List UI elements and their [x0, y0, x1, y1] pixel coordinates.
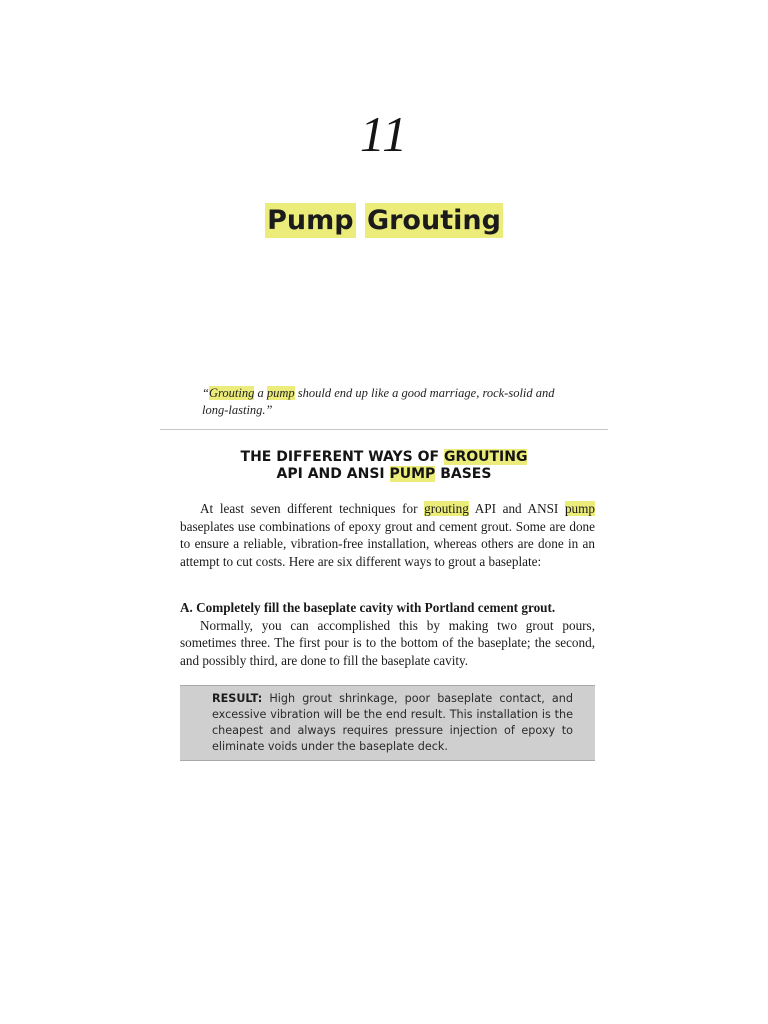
section-heading	[0, 449, 768, 483]
intro-text-b: API and ANSI	[468, 501, 565, 516]
section-heading-line-2	[0, 466, 768, 483]
section-heading-line-2-prefix: API AND ANSI	[276, 466, 390, 482]
chapter-title-word-pump: Pump	[267, 205, 354, 236]
epigraph-highlight-pump: pump	[266, 386, 295, 400]
result-text	[212, 691, 573, 755]
result-body: High grout shrinkage, poor baseplate contact, and excessive vibration will be the end result. This installation is the cheapest and always requires pressure injection of epoxy to eliminate voids under the baseplate deck.	[212, 692, 573, 753]
epigraph-highlight-grouting: Grouting	[208, 386, 255, 400]
item-a	[180, 599, 595, 669]
section-divider	[160, 429, 608, 430]
section-heading-highlight-grouting: GROUTING	[443, 449, 528, 465]
section-heading-line-1-prefix: THE DIFFERENT WAYS OF	[240, 449, 444, 465]
intro-highlight-grouting: grouting	[424, 501, 469, 516]
chapter-number: 11	[359, 106, 409, 162]
result-callout-box	[180, 685, 595, 761]
section-heading-highlight-pump: PUMP	[389, 466, 436, 482]
epigraph-open-quote: “	[202, 386, 209, 400]
item-a-body-text: Normally, you can accomplished this by making two grout pours, sometimes three. The first pour is to the bottom of the baseplate; the second, and possibly third, are done to fill the baseplate cavity.	[180, 617, 595, 668]
result-label: RESULT:	[212, 692, 263, 705]
epigraph-text-b: should end up like a good marriage, rock-solid and long-lasting.”	[202, 386, 555, 417]
intro-paragraph	[180, 500, 595, 570]
item-a-body	[180, 617, 595, 670]
section-heading-line-2-suffix: BASES	[435, 466, 492, 482]
chapter-title	[0, 202, 768, 240]
intro-text-a: At least seven different techniques for	[200, 501, 425, 516]
intro-highlight-pump: pump	[564, 501, 595, 516]
section-heading-line-1	[0, 449, 768, 466]
intro-text-c: baseplates use combinations of epoxy grout and cement grout. Some are done to ensure a reliable, vibration-free installation, whereas others are done in an attempt to cut costs. Here are six different ways to grout a baseplate:	[180, 518, 595, 569]
epigraph-text-a: a	[254, 386, 267, 400]
chapter-title-word-grouting: Grouting	[366, 205, 501, 236]
item-a-heading: A. Completely fill the baseplate cavity with Portland cement grout.	[180, 600, 556, 615]
epigraph-quote	[202, 385, 582, 419]
